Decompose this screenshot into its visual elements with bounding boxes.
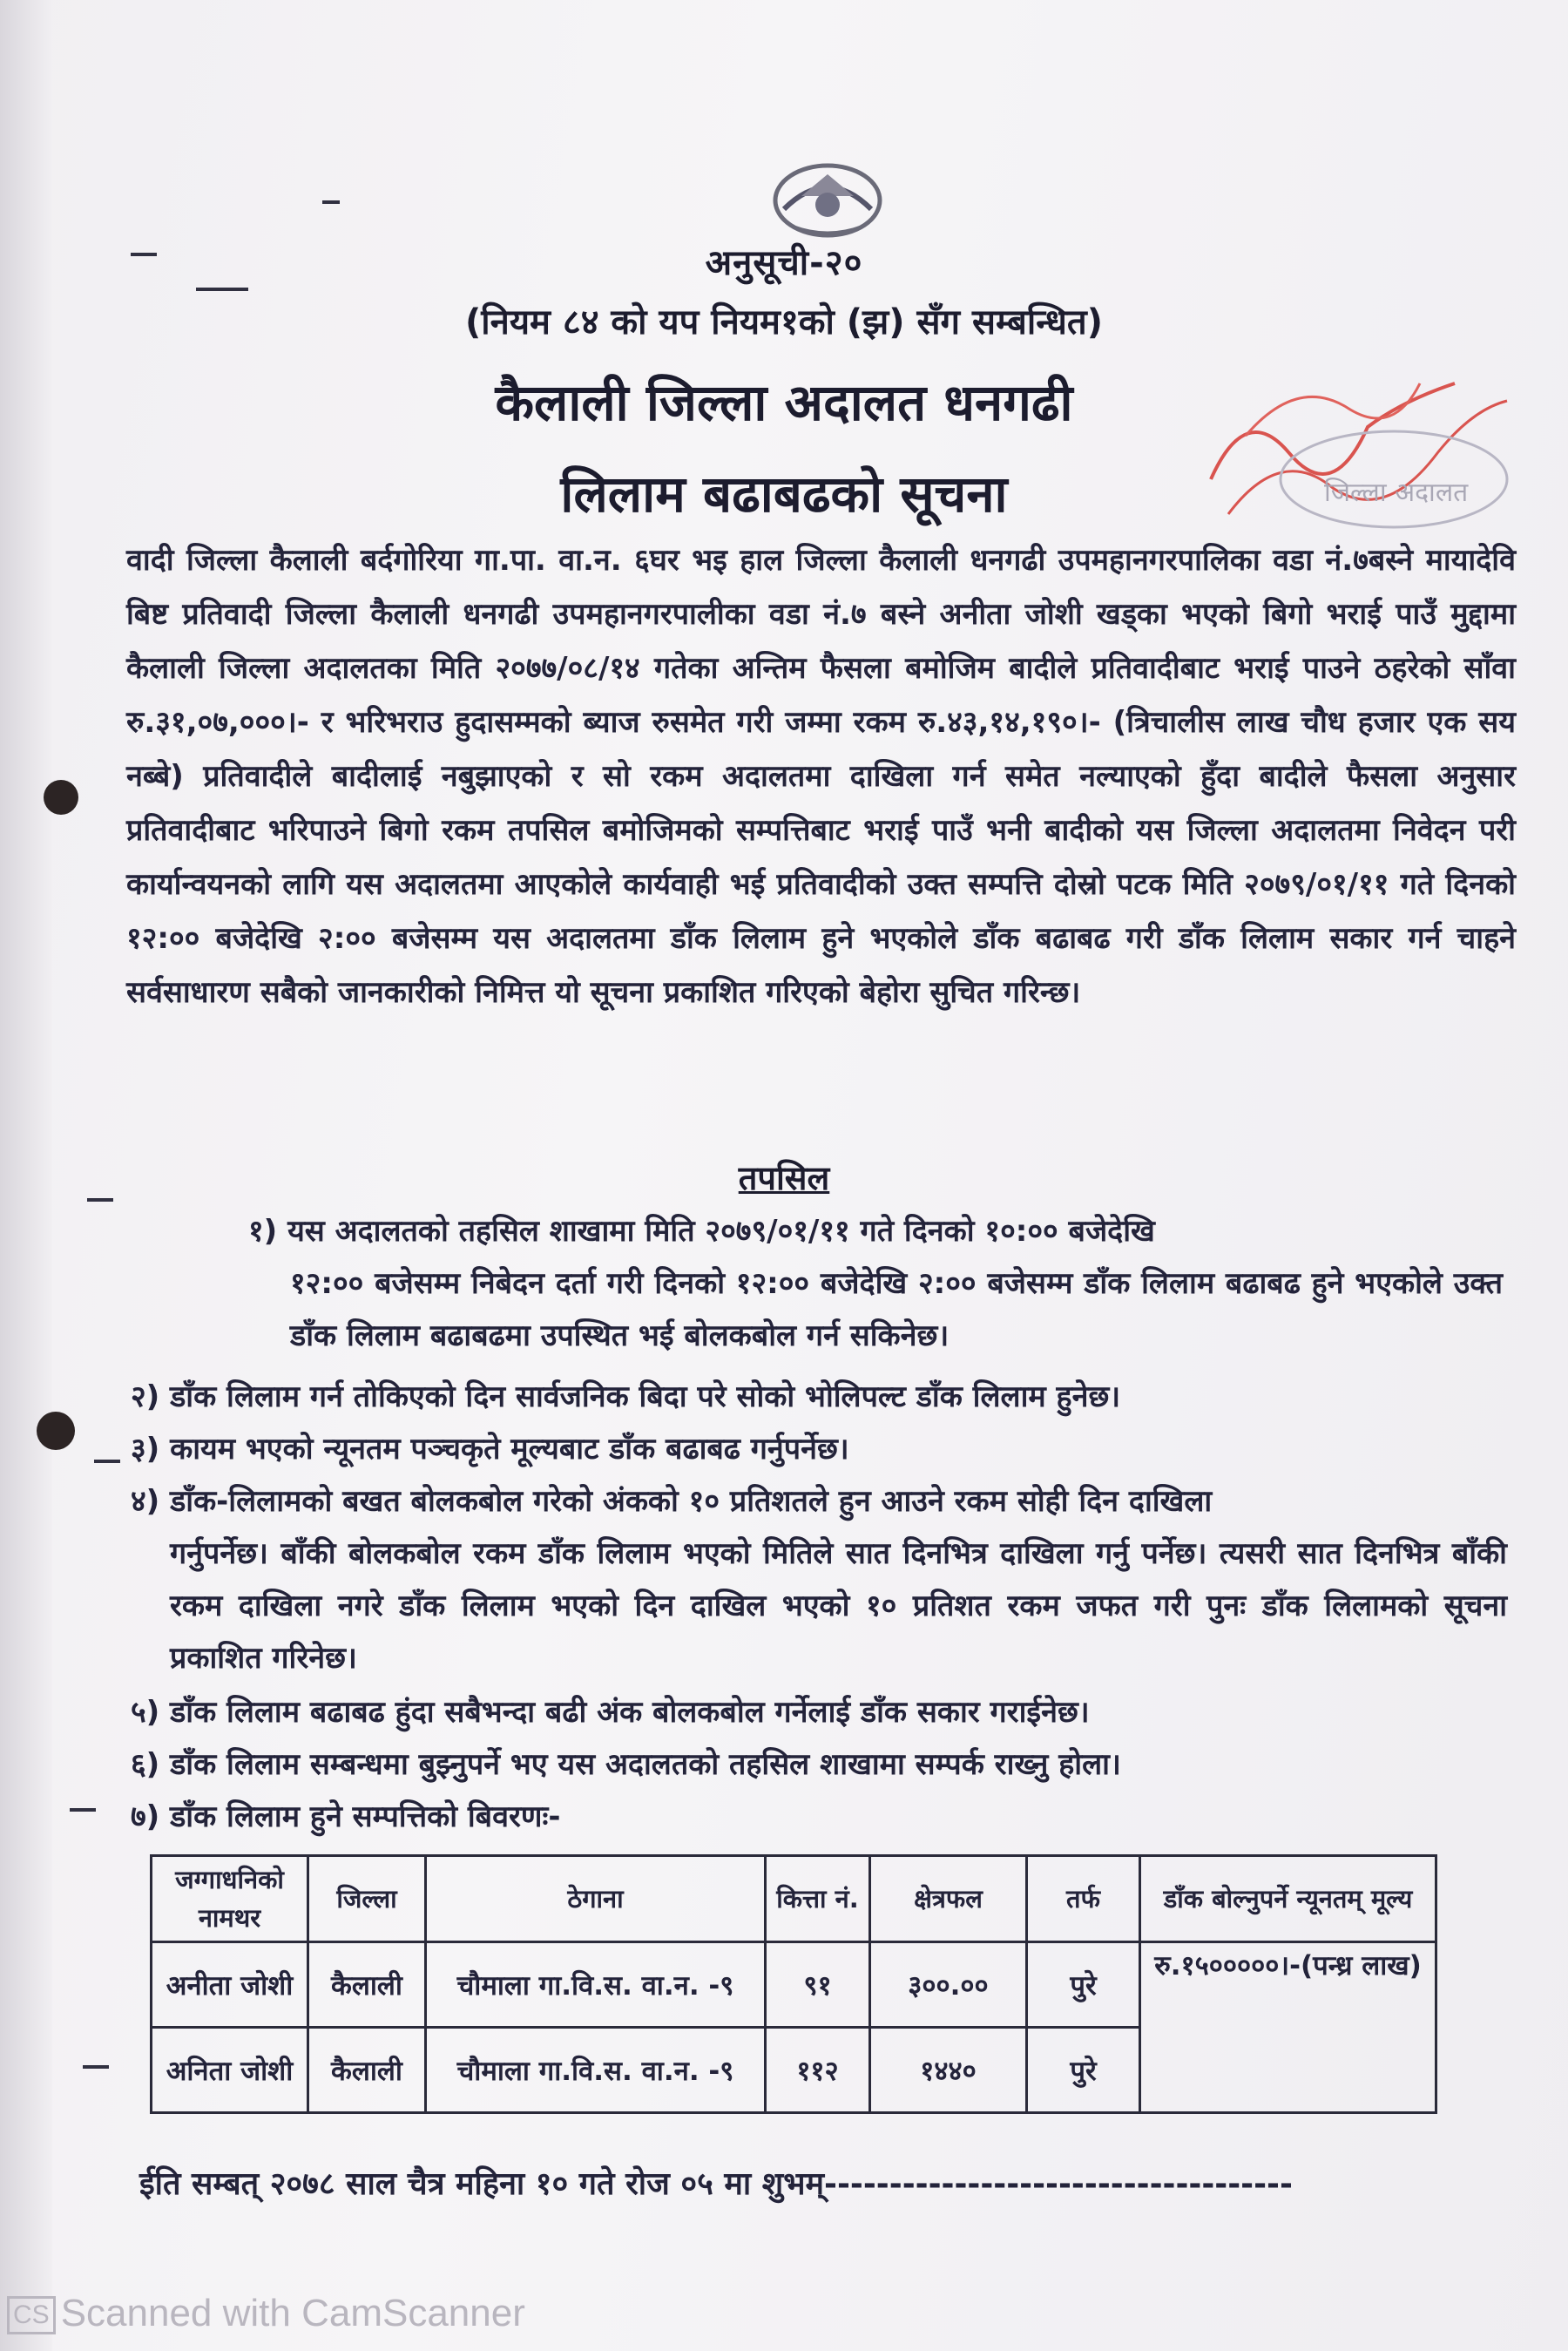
- header-district: जिल्ला: [308, 1856, 426, 1942]
- list-item: [131, 1371, 1507, 1423]
- item-number: ७): [131, 1799, 160, 1834]
- header-plot-no: कित्ता नं.: [766, 1856, 870, 1942]
- header-min-price: डाँक बोल्नुपर्ने न्यूनतम् मूल्य: [1140, 1856, 1436, 1942]
- scan-mark: [131, 253, 157, 256]
- punch-hole: [37, 1412, 75, 1450]
- scan-mark: [196, 288, 248, 291]
- item-number: १): [248, 1214, 278, 1249]
- notice-title: लिलाम बढाबढको सूचना: [560, 464, 1008, 524]
- property-table: [150, 1854, 1437, 2114]
- list-item: [131, 1686, 1507, 1738]
- cell-plot-no: ११२: [766, 2028, 870, 2113]
- cell-side: पुरे: [1027, 1942, 1140, 2028]
- stamp-text: जिल्ला अदालत: [1324, 478, 1469, 508]
- camscanner-logo-icon: CS: [7, 2296, 56, 2334]
- court-name: कैलाली जिल्ला अदालत धनगढी: [495, 373, 1073, 432]
- item-text: डाँक लिलाम हुने सम्पत्तिको बिवरणः-: [170, 1799, 561, 1834]
- cell-owner: अनीता जोशी: [152, 1942, 308, 2028]
- item-number: २): [131, 1379, 160, 1414]
- header-side: तर्फ: [1027, 1856, 1140, 1942]
- item-text: डाँक लिलाम गर्न तोकिएको दिन सार्वजनिक बिदा परे सोको भोलिपल्ट डाँक लिलाम हुनेछ।: [170, 1379, 1121, 1414]
- scan-mark: [83, 2065, 109, 2069]
- cell-min-price: रु.१५०००००।-(पन्ध्र लाख): [1140, 1942, 1436, 2113]
- item-number: ४): [131, 1484, 160, 1519]
- item-text-continued: १२:०० बजेसम्म निबेदन दर्ता गरी दिनको १२:०० बजेदेखि २:०० बजेसम्म डाँक लिलाम बढाबढ हुने भएकोले उक्त डाँक लिलाम बढाबढमा उपस्थित भई बोलकबोल गर्न सकिनेछ।: [290, 1266, 1503, 1353]
- cell-area: ३००.००: [870, 1942, 1027, 2028]
- cell-owner: अनिता जोशी: [152, 2028, 308, 2113]
- item-text-continued: गर्नुपर्नेछ। बाँकी बोलकबोल रकम डाँक लिलाम भएको मितिले सात दिनभित्र दाखिला गर्नु पर्नेछ। त्यसरी सात दिनभित्र बाँकी रकम दाखिला नगरे डाँक लिलाम भएको दिन दाखिल भएको १० प्रतिशत रकम जफत गरी पुनः डाँक लिलामको सूचना प्रकाशित गरिनेछ।: [170, 1536, 1507, 1676]
- header-owner: जग्गाधनिको नामथर: [152, 1856, 308, 1942]
- scan-mark: [70, 1808, 96, 1812]
- rule-reference: (नियम ८४ को यप नियम१को (झ) सँग सम्बन्धित): [465, 302, 1103, 342]
- cell-side: पुरे: [1027, 2028, 1140, 2113]
- table-row: [152, 1942, 1436, 2028]
- header-address: ठेगाना: [426, 1856, 766, 1942]
- item-text: डाँक लिलाम सम्बन्धमा बुझ्नुपर्ने भए यस अदालतको तहसिल शाखामा सम्पर्क राख्नु होला।: [170, 1747, 1121, 1782]
- scan-mark: [322, 200, 340, 204]
- list-item: [131, 1791, 1507, 1843]
- table-header-row: [152, 1856, 1436, 1942]
- cell-district: कैलाली: [308, 1942, 426, 2028]
- header-area: क्षेत्रफल: [870, 1856, 1027, 1942]
- cell-plot-no: ९१: [766, 1942, 870, 2028]
- item-number: ५): [131, 1695, 160, 1730]
- item-number: ६): [131, 1747, 160, 1782]
- signature-stamp: [1193, 349, 1524, 540]
- closing-line: ईति सम्बत् २०७८ साल चैत्र महिना १० गते रोज ०५ मा शुभम्------------------------------------: [139, 2166, 1293, 2202]
- item-text: डाँक लिलाम बढाबढ हुंदा सबैभन्दा बढी अंक बोलकबोल गर्नेलाई डाँक सकार गराईनेछ।: [170, 1695, 1090, 1730]
- item-number: ३): [131, 1432, 160, 1467]
- cell-address: चौमाला गा.वि.स. वा.न. -९: [426, 1942, 766, 2028]
- item-text: कायम भएको न्यूनतम पञ्चकृते मूल्यबाट डाँक बढाबढ गर्नुपर्नेछ।: [170, 1432, 849, 1467]
- item-text: डाँक-लिलामको बखत बोलकबोल गरेको अंकको १० प्रतिशतले हुन आउने रकम सोही दिन दाखिला: [170, 1484, 1213, 1519]
- cell-address: चौमाला गा.वि.स. वा.न. -९: [426, 2028, 766, 2113]
- watermark-text: Scanned with CamScanner: [60, 2292, 525, 2334]
- scan-mark: [94, 1460, 120, 1463]
- schedule-heading: तपसिल: [738, 1159, 830, 1197]
- camscanner-watermark: [7, 2292, 525, 2335]
- list-item: [131, 1738, 1507, 1791]
- list-item: [248, 1205, 1503, 1362]
- scan-mark: [87, 1198, 113, 1202]
- cell-area: १४४०: [870, 2028, 1027, 2113]
- schedule-label: अनुसूची-२०: [705, 243, 863, 283]
- list-item: [131, 1475, 1507, 1684]
- notice-body: वादी जिल्ला कैलाली बर्दगोरिया गा.पा. वा.न. ६घर भइ हाल जिल्ला कैलाली धनगढी उपमहानगरपालिका वडा नं.७बस्ने मायादेवि बिष्ट प्रतिवादी जिल्ला कैलाली धनगढी उपमहानगरपालीका वडा नं.७ बस्ने अनीता जोशी खड्का भएको बिगो भराई पाउँ मुद्दामा कैलाली जिल्ला अदालतका मिति २०७७/०८/१४ गतेका अन्तिम फैसला बमोजिम बादीले प्रतिवादीबाट भराई पाउने ठहरेको साँवा रु.३१,०७,०००।- र भरिभराउ हुदासम्मको ब्याज रुसमेत गरी जम्मा रकम रु.४३,१४,१९०।- (त्रिचालीस लाख चौध हजार एक सय नब्बे) प्रतिवादीले बादीलाई नबुझाएको र सो रकम अदालतमा दाखिला गर्न समेत नल्याएको हुँदा बादीले फैसला अनुसार प्रतिवादीबाट भरिपाउने बिगो रकम तपसिल बमोजिमको सम्पत्तिबाट भराई पाउँ भनी बादीको यस जिल्ला अदालतमा निवेदन परी कार्यान्वयनको लागि यस अदालतमा आएकोले कार्यवाही भई प्रतिवादीको उक्त सम्पत्ति दोस्रो पटक मिति २०७९/०१/११ गते दिनको १२:०० बजेदेखि २:०० बजेसम्म यस अदालतमा डाँक लिलाम हुने भएकोले डाँक बढाबढ गरी डाँक लिलाम सकार गर्न चाहने सर्वसाधारण सबैको जानकारीको निमित्त यो सूचना प्रकाशित गरिएको बेहोरा सुचित गरिन्छ।: [126, 543, 1516, 1010]
- list-item: [131, 1423, 1507, 1475]
- punch-hole: [44, 780, 78, 815]
- government-emblem-icon: [749, 148, 906, 244]
- cell-district: कैलाली: [308, 2028, 426, 2113]
- item-text: यस अदालतको तहसिल शाखामा मिति २०७९/०१/११ गते दिनको १०:०० बजेदेखि: [287, 1214, 1155, 1249]
